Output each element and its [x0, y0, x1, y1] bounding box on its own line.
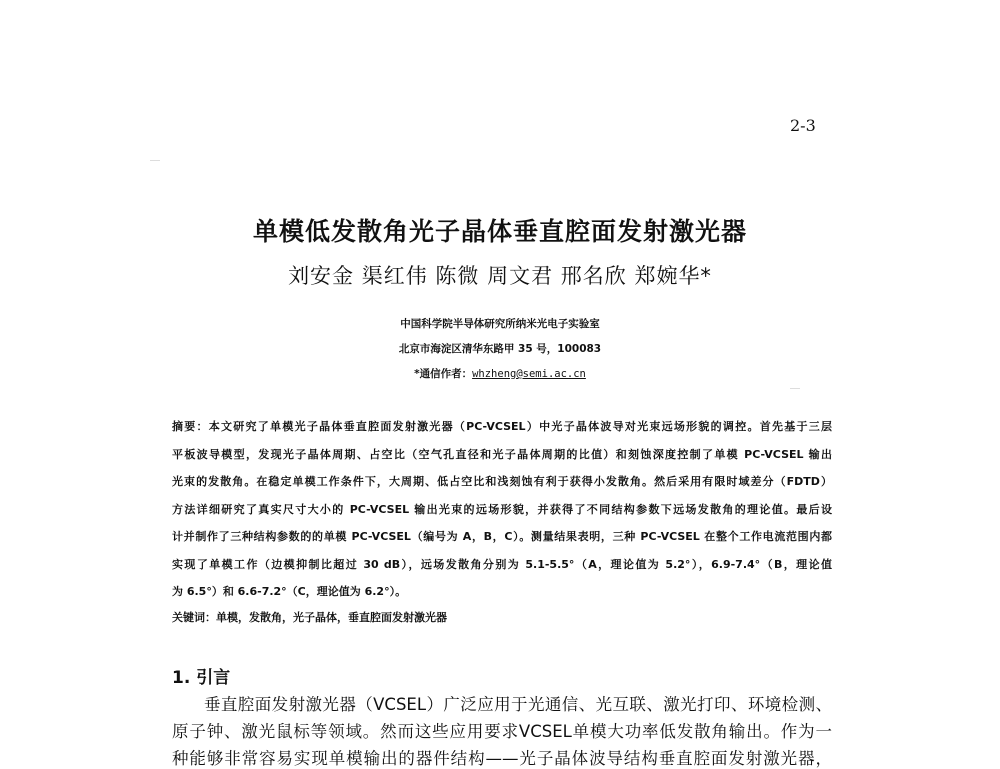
body-line: 原子钟、激光鼠标等领域。然而这些应用要求VCSEL单模大功率低发散角输出。作为一 — [172, 722, 832, 741]
affiliation: 中国科学院半导体研究所纳米光电子实验室 — [400, 318, 600, 330]
abstract-line: 方法详细研究了真实尺寸大小的 PC-VCSEL 输出光束的远场形貌，并获得了不同结构参数下远场发散角的理论值。最后设 — [172, 503, 832, 516]
scan-mark — [790, 388, 800, 389]
abstract-line: 实现了单模工作（边模抑制比超过 30 dB），远场发散角分别为 5.1-5.5°（A，理论值为 5.2°），6.9-7.4°（B，理论值 — [172, 558, 832, 571]
paper-title: 单模低发散角光子晶体垂直腔面发射激光器 — [252, 217, 747, 246]
abstract-line: 摘要：本文研究了单模光子晶体垂直腔面发射激光器（PC-VCSEL）中光子晶体波导对光束远场形貌的调控。首先基于三层 — [172, 420, 832, 433]
abstract-line: 平板波导模型，发现光子晶体周期、占空比（空气孔直径和光子晶体周期的比值）和刻蚀深度控制了单模 PC-VCSEL 输出 — [172, 448, 832, 461]
author-list: 刘安金 渠红伟 陈微 周文君 邢名欣 郑婉华* — [288, 264, 712, 288]
abstract-line: 为 6.5°）和 6.6-7.2°（C，理论值为 6.2°）。 — [172, 585, 407, 598]
keywords: 关键词：单模，发散角，光子晶体，垂直腔面发射激光器 — [172, 611, 447, 624]
email-link[interactable]: whzheng@semi.ac.cn — [472, 368, 586, 380]
body-line: 垂直腔面发射激光器（VCSEL）广泛应用于光通信、光互联、激光打印、环境检测、 — [204, 695, 832, 714]
section-heading: 1. 引言 — [172, 668, 231, 688]
correspondence — [0, 366, 1000, 381]
correspondence-label: *通信作者： — [414, 368, 473, 380]
abstract-line: 光束的发散角。在稳定单模工作条件下，大周期、低占空比和浅刻蚀有利于获得小发散角。然后采用有限时域差分（FDTD） — [172, 475, 832, 488]
scan-mark — [150, 160, 160, 161]
address: 北京市海淀区清华东路甲 35 号，100083 — [398, 343, 602, 355]
abstract-line: 计并制作了三种结构参数的的单模 PC-VCSEL（编号为 A，B，C）。测量结果表明，三种 PC-VCSEL 在整个工作电流范围内都 — [172, 530, 832, 543]
page-number: 2-3 — [790, 116, 816, 135]
body-line: 种能够非常容易实现单模输出的器件结构——光子晶体波导结构垂直腔面发射激光器， — [172, 749, 832, 768]
